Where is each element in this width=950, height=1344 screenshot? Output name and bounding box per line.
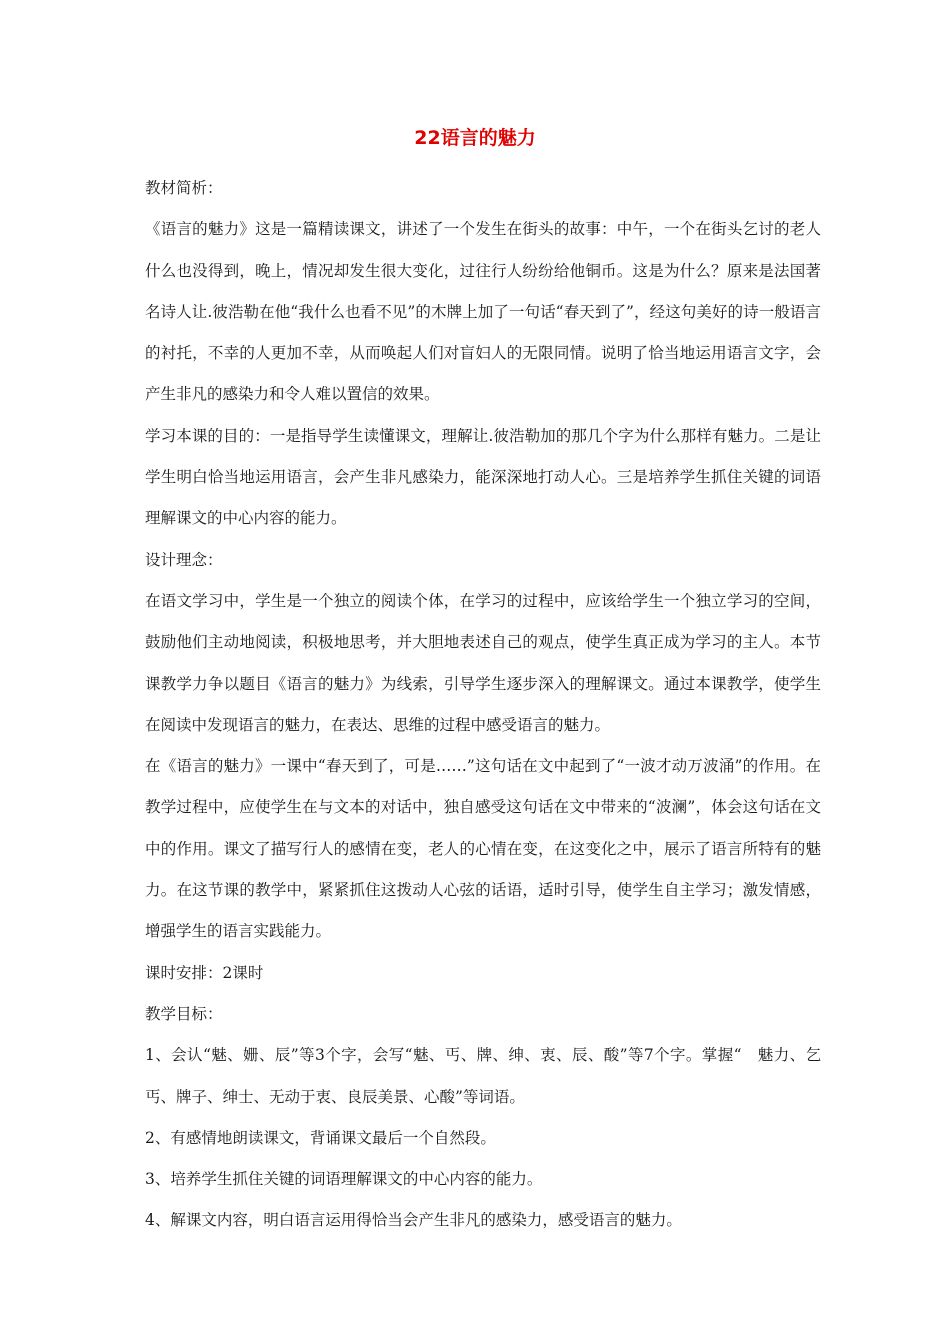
paragraph-material-summary: 《语言的魅力》这是一篇精读课文，讲述了一个发生在街头的故事：中午，一个在街头乞讨的老人什么也没得到，晚上，情况却发生很大变化，过往行人纷纷给他铜币。这是为什么？原来是法国著名诗人让.彼浩勒在他“我什么也看不见”的木牌上加了一句话“春天到了”，经这句美好的诗一般语言的衬托，不幸的人更加不幸，从而唤起人们对盲妇人的无限同情。说明了恰当地运用语言文字，会产生非凡的感染力和令人难以置信的效果。 <box>145 220 821 404</box>
paragraph-key-sentence: 在《语言的魅力》一课中“春天到了，可是……”这句话在文中起到了“一波才动万波涌”的作用。在教学过程中，应使学生在与文本的对话中，独自感受这句话在文中带来的“波澜”，体会这句话在文中的作用。课文了描写行人的感情在变，老人的心情在变，在这变化之中，展示了语言所特有的魅力。在这节课的教学中，紧紧抓住这拨动人心弦的话语，适时引导，使学生自主学习；激发情感，增强学生的语言实践能力。 <box>145 757 821 941</box>
goal-item-3: 3、培养学生抓住关键的词语理解课文的中心内容的能力。 <box>145 1170 543 1189</box>
line-class-hours: 课时安排：2课时 <box>145 963 264 982</box>
heading-material-analysis: 教材简析： <box>145 179 223 197</box>
goal-item-2: 2、有感情地朗读课文，背诵课文最后一个自然段。 <box>145 1128 496 1147</box>
paragraph-design-concept: 在语文学习中，学生是一个独立的阅读个体，在学习的过程中，应该给学生一个独立学习的空间，鼓励他们主动地阅读，积极地思考，并大胆地表述自己的观点，使学生真正成为学习的主人。本节课教学力争以题目《语言的魅力》为线索，引导学生逐步深入的理解课文。通过本课教学，使学生在阅读中发现语言的魅力，在表达、思维的过程中感受语言的魅力。 <box>145 591 821 734</box>
paragraph-learning-purpose: 学习本课的目的：一是指导学生读懂课文，理解让.彼浩勒加的那几个字为什么那样有魅力。二是让学生明白恰当地运用语言，会产生非凡感染力，能深深地打动人心。三是培养学生抓住关键的词语理解课文的中心内容的能力。 <box>145 426 821 528</box>
goal-item-4: 4、解课文内容，明白语言运用得恰当会产生非凡的感染力，感受语言的魅力。 <box>145 1211 682 1230</box>
document-title: 22语言的魅力 <box>414 127 536 149</box>
document-body <box>145 168 821 1242</box>
goal-item-1: 1、会认“魅、姗、辰”等3个字，会写“魅、丐、牌、绅、衷、辰、酸”等7个字。掌握“ 魅力、乞丐、牌子、绅士、无动于衷、良辰美景、心酸”等词语。 <box>145 1046 821 1106</box>
heading-teaching-goals: 教学目标： <box>145 1004 223 1023</box>
heading-design-concept: 设计理念： <box>145 550 223 569</box>
